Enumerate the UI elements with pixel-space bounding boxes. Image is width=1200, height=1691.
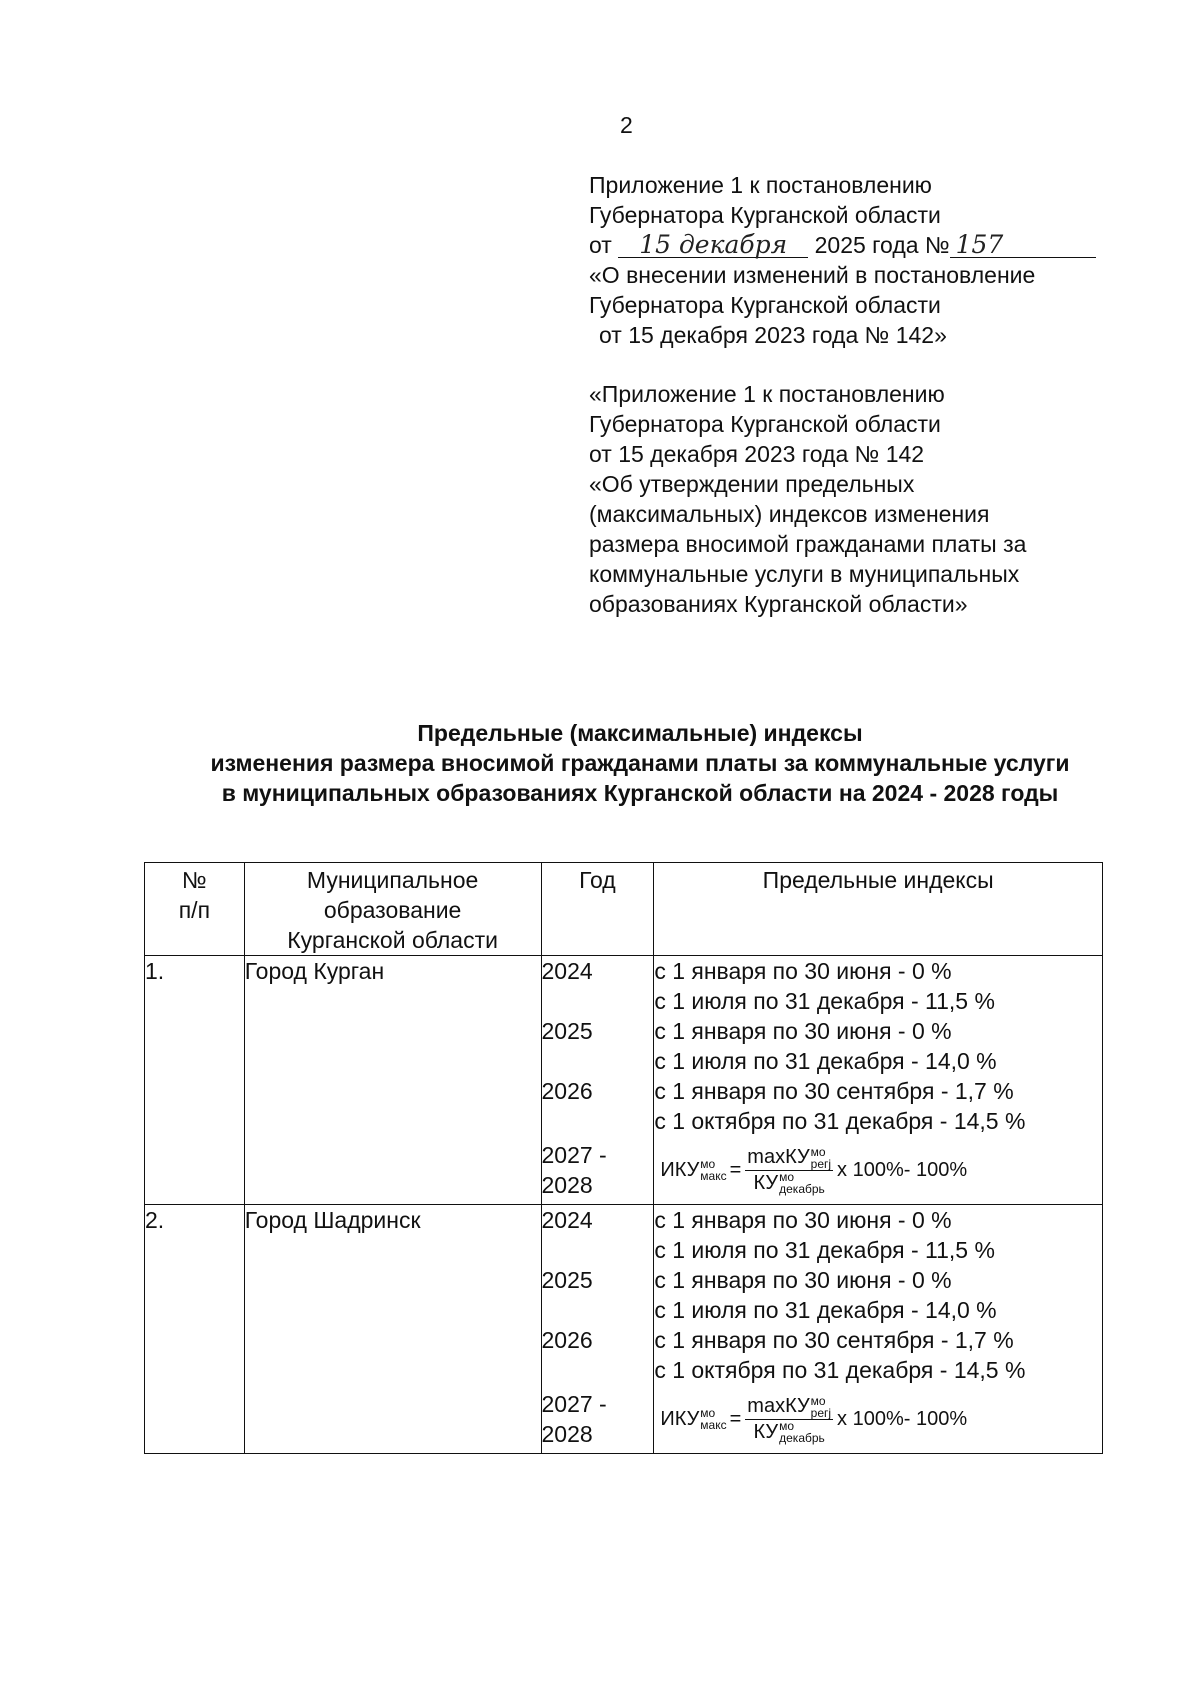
quoted-line-8: образованиях Курганской области» — [589, 591, 968, 617]
quoted-line-6: размера вносимой гражданами платы за — [589, 531, 1027, 557]
index-value: с 1 января по 30 июня - 0 % — [654, 1018, 952, 1044]
number-field — [950, 232, 1096, 258]
appendix-line-6: от 15 декабря 2023 года № 142» — [599, 322, 947, 348]
header-indices: Предельные индексы — [654, 863, 1103, 956]
row-municipality: Город Курган — [244, 956, 541, 1205]
row-num: 2. — [145, 1205, 245, 1454]
page-number: 2 — [620, 112, 633, 138]
table-header-row — [145, 863, 1103, 956]
index-value: с 1 января по 30 июня - 0 % — [654, 958, 952, 984]
row-num: 1. — [145, 956, 245, 1205]
quoted-line-7: коммунальные услуги в муниципальных — [589, 561, 1020, 587]
appendix-line-1: Приложение 1 к постановлению — [589, 172, 932, 198]
handwritten-date: 15 декабря — [639, 230, 788, 259]
handwritten-number: 157 — [955, 230, 1004, 259]
index-value: с 1 июля по 31 декабря - 14,0 % — [654, 1048, 997, 1074]
date-field — [618, 232, 808, 258]
appendix-line-2: Губернатора Курганской области — [589, 202, 941, 228]
quoted-line-1: «Приложение 1 к постановлению — [589, 381, 945, 407]
header-num: № п/п — [145, 863, 245, 956]
index-value: с 1 июля по 31 декабря - 11,5 % — [654, 1237, 995, 1263]
row-years — [541, 956, 654, 1205]
year-value: 2024 — [541, 1207, 593, 1233]
index-value: с 1 октября по 31 декабря - 14,5 % — [654, 1108, 1026, 1134]
year-value: 2025 — [541, 1018, 593, 1044]
title-line-2: изменения размера вносимой гражданами платы за коммунальные услуги — [210, 750, 1070, 776]
year-value: 2027 - 2028 — [541, 1391, 607, 1447]
date-prefix: от — [589, 232, 612, 258]
appendix-line-4: «О внесении изменений в постановление — [589, 262, 1036, 288]
header-year: Год — [541, 863, 654, 956]
row-indices — [654, 956, 1103, 1205]
year-value: 2027 - 2028 — [541, 1142, 607, 1198]
index-value: с 1 января по 30 июня - 0 % — [654, 1207, 952, 1233]
quoted-line-3: от 15 декабря 2023 года № 142 — [589, 441, 925, 467]
index-value: с 1 июля по 31 декабря - 11,5 % — [654, 988, 995, 1014]
index-value: с 1 января по 30 сентября - 1,7 % — [654, 1327, 1014, 1353]
quoted-line-2: Губернатора Курганской области — [589, 411, 941, 437]
title-line-3: в муниципальных образованиях Курганской области на 2024 - 2028 годы — [221, 780, 1059, 806]
indices-table — [144, 862, 1103, 1454]
index-formula: ИКУ мо макс = maxКУ мо регj КУ мо декабрь x 100%- 100% — [660, 1144, 968, 1197]
year-text: 2025 года № — [814, 232, 950, 258]
table-row — [145, 956, 1103, 1205]
appendix-header — [589, 170, 1149, 619]
index-value: с 1 июля по 31 декабря - 14,0 % — [654, 1297, 997, 1323]
index-value: с 1 октября по 31 декабря - 14,5 % — [654, 1357, 1026, 1383]
appendix-line-5: Губернатора Курганской области — [589, 292, 941, 318]
row-indices — [654, 1205, 1103, 1454]
index-formula: ИКУ мо макс = maxКУ мо регj КУ мо декабрь x 100%- 100% — [660, 1393, 968, 1446]
header-municipality: Муниципальное образование Курганской области — [244, 863, 541, 956]
title-line-1: Предельные (максимальные) индексы — [417, 720, 863, 746]
index-value: с 1 января по 30 сентября - 1,7 % — [654, 1078, 1014, 1104]
row-years — [541, 1205, 654, 1454]
year-value: 2026 — [541, 1078, 593, 1104]
row-municipality: Город Шадринск — [244, 1205, 541, 1454]
year-value: 2026 — [541, 1327, 593, 1353]
document-title — [120, 718, 1160, 808]
quoted-line-5: (максимальных) индексов изменения — [589, 501, 990, 527]
quoted-line-4: «Об утверждении предельных — [589, 471, 915, 497]
index-value: с 1 января по 30 июня - 0 % — [654, 1267, 952, 1293]
appendix-date-line — [589, 230, 1149, 260]
year-value: 2025 — [541, 1267, 593, 1293]
year-value: 2024 — [541, 958, 593, 984]
table-row — [145, 1205, 1103, 1454]
